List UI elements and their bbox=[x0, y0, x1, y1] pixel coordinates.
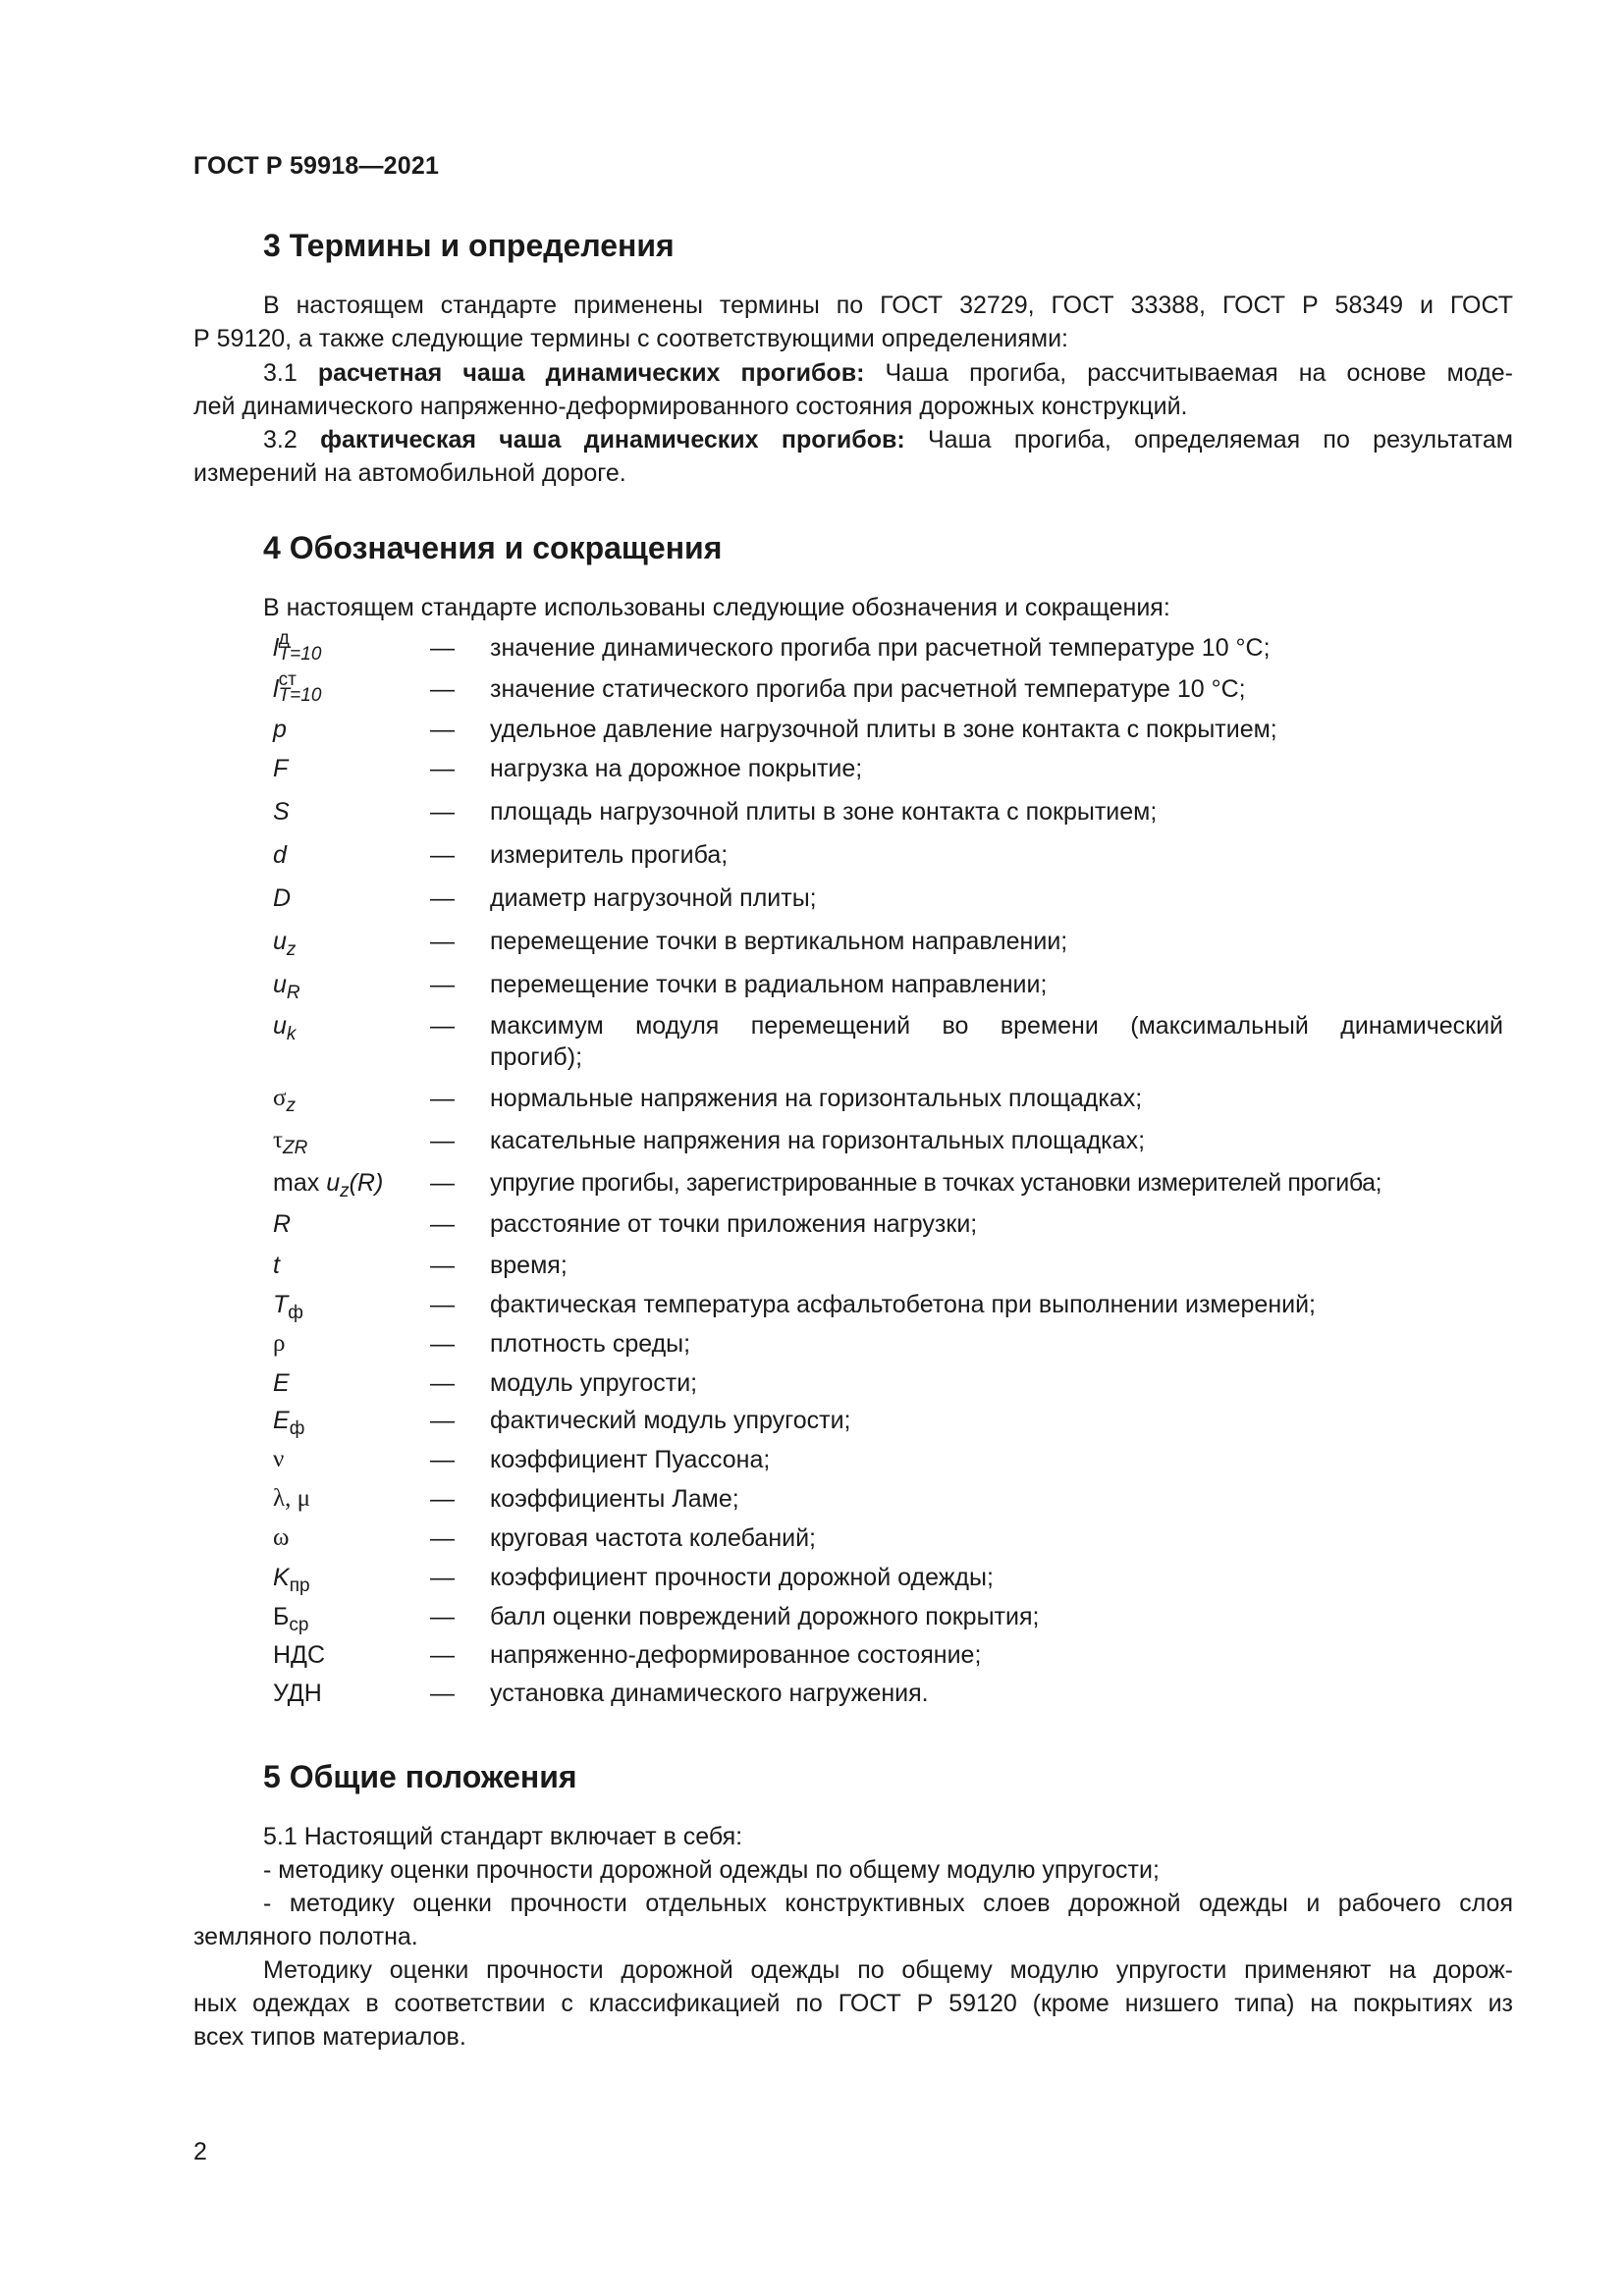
symbol: $K_{пр}$ bbox=[273, 1564, 310, 1596]
dash: — bbox=[430, 928, 455, 955]
section-3-intro-line2: Р 59120, а также следующие термины с соответствующими определениями: bbox=[193, 325, 1068, 352]
dash: — bbox=[430, 1127, 455, 1154]
symbol-description: перемещение точки в вертикальном направлении; bbox=[490, 928, 1068, 955]
dash: — bbox=[430, 1485, 455, 1513]
symbol-row-Bsr bbox=[0, 1600, 1624, 1639]
dash: — bbox=[430, 755, 455, 782]
symbol: ω bbox=[273, 1524, 290, 1551]
symbol-description: расстояние от точки приложения нагрузки; bbox=[490, 1210, 978, 1238]
symbol-description: напряженно-деформированное состояние; bbox=[490, 1641, 982, 1669]
dash: — bbox=[430, 1252, 455, 1279]
document-id-header: ГОСТ Р 59918—2021 bbox=[193, 152, 440, 180]
symbol-row-omega bbox=[0, 1522, 1624, 1561]
symbol: $\max u_z(R)$ bbox=[273, 1169, 384, 1201]
symbol: S bbox=[273, 798, 290, 826]
symbol-description: коэффициент Пуассона; bbox=[490, 1446, 771, 1473]
term-3-1-definition-start: Чаша прогиба, рассчитываемая на основе моде- bbox=[885, 359, 1514, 387]
dash: — bbox=[430, 1407, 455, 1434]
symbol: F bbox=[273, 755, 289, 782]
symbol-row-D bbox=[0, 881, 1624, 921]
symbol-row-Ef bbox=[0, 1404, 1624, 1443]
symbol-row-l-stat bbox=[0, 669, 1624, 712]
dash: — bbox=[430, 971, 455, 998]
symbol-description: фактическая температура асфальтобетона при выполнении измерений; bbox=[490, 1291, 1317, 1318]
section-5-paragraph-2-line3: всех типов материалов. bbox=[193, 2023, 466, 2051]
symbol: УДН bbox=[273, 1680, 322, 1707]
symbol-row-uz bbox=[0, 925, 1624, 964]
symbol: ρ bbox=[273, 1330, 286, 1357]
dash: — bbox=[430, 1330, 455, 1358]
symbol: $u_k$ bbox=[273, 1012, 297, 1044]
dash: — bbox=[430, 1446, 455, 1473]
dash: — bbox=[430, 1169, 455, 1197]
symbol-row-S bbox=[0, 795, 1624, 834]
symbol-description: коэффициенты Ламе; bbox=[490, 1485, 739, 1513]
symbol-row-p bbox=[0, 713, 1624, 752]
symbol-row-R bbox=[0, 1207, 1624, 1247]
dash: — bbox=[430, 1291, 455, 1318]
dash: — bbox=[430, 1564, 455, 1591]
symbol-description: время; bbox=[490, 1252, 568, 1279]
dash: — bbox=[430, 1641, 455, 1669]
term-3-2-definition-start: Чаша прогиба, определяемая по результатам bbox=[928, 426, 1513, 454]
symbol: $u_R$ bbox=[273, 971, 300, 1003]
symbol: $E_ф$ bbox=[273, 1407, 305, 1439]
section-5-list-item-1: - методику оценки прочности дорожной одежды по общему модулю упругости; bbox=[263, 1856, 1160, 1884]
symbol: $Б_{ср}$ bbox=[273, 1603, 309, 1635]
dash: — bbox=[430, 884, 455, 912]
term-3-2-line1 bbox=[263, 423, 1513, 456]
symbol-row-E bbox=[0, 1366, 1624, 1406]
symbol-description: нагрузка на дорожное покрытие; bbox=[490, 755, 863, 782]
symbol: $\sigma_z$ bbox=[273, 1085, 296, 1116]
dash: — bbox=[430, 841, 455, 869]
symbol-row-tau bbox=[0, 1124, 1624, 1163]
dash: — bbox=[430, 798, 455, 826]
dash: — bbox=[430, 716, 455, 743]
page-number: 2 bbox=[193, 2138, 207, 2165]
section-4-intro: В настоящем стандарте использованы следующие обозначения и сокращения: bbox=[263, 594, 1170, 621]
symbol: $u_z$ bbox=[273, 928, 297, 960]
symbol: E bbox=[273, 1369, 290, 1397]
symbol-description: диаметр нагрузочной плиты; bbox=[490, 884, 817, 912]
symbol-row-nu bbox=[0, 1443, 1624, 1482]
dash: — bbox=[430, 1210, 455, 1238]
symbol: D bbox=[273, 884, 292, 912]
symbol: НДС bbox=[273, 1641, 326, 1669]
symbol-description: круговая частота колебаний; bbox=[490, 1524, 817, 1552]
symbol-row-l-dyn bbox=[0, 628, 1624, 670]
term-3-1-name: расчетная чаша динамических прогибов: bbox=[317, 359, 865, 387]
symbol-row-Tf bbox=[0, 1288, 1624, 1327]
symbol-description-line2: прогиб); bbox=[490, 1043, 583, 1071]
dash: — bbox=[430, 1012, 455, 1040]
term-3-2-line2: измерений на автомобильной дороге. bbox=[193, 459, 626, 487]
dash: — bbox=[430, 1369, 455, 1397]
dash: — bbox=[430, 1680, 455, 1707]
symbol-row-rho bbox=[0, 1327, 1624, 1366]
dash: — bbox=[430, 1603, 455, 1630]
symbol-description: значение статического прогиба при расчетной температуре 10 °С; bbox=[490, 675, 1246, 703]
symbol-row-Kpr bbox=[0, 1561, 1624, 1600]
section-5-list-item-2-line1: - методику оценки прочности отдельных конструктивных слоев дорожной одежды и рабочего слоя bbox=[263, 1890, 1513, 1917]
symbol-row-F bbox=[0, 752, 1624, 791]
section-5-list-item-2-line2: земляного полотна. bbox=[193, 1923, 418, 1950]
symbol: l д T=10 bbox=[273, 628, 322, 666]
symbol-description: перемещение точки в радиальном направлении; bbox=[490, 971, 1048, 998]
term-3-1-line2: лей динамического напряженно-деформированного состояния дорожных конструкций. bbox=[193, 393, 1188, 420]
symbol-row-d bbox=[0, 838, 1624, 878]
symbol-description: значение динамического прогиба при расчетной температуре 10 °С; bbox=[490, 634, 1271, 662]
symbol: t bbox=[273, 1252, 280, 1279]
section-5-heading: 5 Общие положения bbox=[263, 1759, 577, 1794]
symbol: $T_ф$ bbox=[273, 1291, 303, 1323]
symbol-row-lame bbox=[0, 1482, 1624, 1522]
symbol-row-uR bbox=[0, 968, 1624, 1007]
symbol-description: балл оценки повреждений дорожного покрытия; bbox=[490, 1603, 1040, 1630]
symbol-description-line1: максимум модуля перемещений во времени (максимальный динамический bbox=[490, 1012, 1503, 1040]
dash: — bbox=[430, 634, 455, 662]
symbol: ν bbox=[273, 1446, 285, 1472]
section-4-heading: 4 Обозначения и сокращения bbox=[263, 530, 723, 565]
symbol-row-nds bbox=[0, 1638, 1624, 1678]
symbol-description: модуль упругости; bbox=[490, 1369, 698, 1397]
symbol-description: измеритель прогиба; bbox=[490, 841, 729, 869]
symbol-row-sigma bbox=[0, 1082, 1624, 1121]
symbol: p bbox=[273, 716, 287, 743]
symbol-row-udn bbox=[0, 1677, 1624, 1716]
section-3-heading: 3 Термины и определения bbox=[263, 228, 675, 263]
symbol-description: площадь нагрузочной плиты в зоне контакта с покрытием; bbox=[490, 798, 1158, 826]
section-5-paragraph-2-line2: ных одеждах в соответствии с классификацией по ГОСТ Р 59120 (кроме низшего типа) на покрытиях из bbox=[193, 1990, 1513, 2017]
term-3-1-line1 bbox=[263, 356, 1513, 390]
symbol-row-uk bbox=[0, 1009, 1624, 1078]
symbol-description: удельное давление нагрузочной плиты в зоне контакта с покрытием; bbox=[490, 716, 1277, 743]
term-3-2-name: фактическая чаша динамических прогибов: bbox=[320, 426, 905, 454]
symbol-description: коэффициент прочности дорожной одежды; bbox=[490, 1564, 994, 1591]
symbol: R bbox=[273, 1210, 292, 1238]
symbol-row-t bbox=[0, 1249, 1624, 1288]
term-3-1-number: 3.1 bbox=[263, 359, 298, 387]
symbol: l ст T=10 bbox=[273, 669, 322, 707]
dash: — bbox=[430, 1524, 455, 1552]
symbol-description: плотность среды; bbox=[490, 1330, 691, 1358]
section-5-paragraph-2-line1: Методику оценки прочности дорожной одежды по общему модулю упругости применяют на дорож- bbox=[263, 1956, 1513, 1984]
symbol-row-max-uz bbox=[0, 1166, 1624, 1205]
dash: — bbox=[430, 1085, 455, 1112]
symbol: d bbox=[273, 841, 287, 869]
symbol-description: нормальные напряжения на горизонтальных площадках; bbox=[490, 1085, 1143, 1112]
symbol-description: касательные напряжения на горизонтальных площадках; bbox=[490, 1127, 1146, 1154]
term-3-2-number: 3.2 bbox=[263, 426, 298, 454]
symbol: λ, μ bbox=[273, 1485, 311, 1512]
symbol-description: фактический модуль упругости; bbox=[490, 1407, 851, 1434]
symbol-description: установка динамического нагружения. bbox=[490, 1680, 929, 1707]
dash: — bbox=[430, 675, 455, 703]
symbol: $\tau_{ZR}$ bbox=[273, 1127, 308, 1158]
section-3-intro-line1: В настоящем стандарте применены термины по ГОСТ 32729, ГОСТ 33388, ГОСТ Р 58349 и ГОСТ bbox=[263, 292, 1513, 319]
section-5-paragraph-5-1: 5.1 Настоящий стандарт включает в себя: bbox=[263, 1823, 743, 1850]
symbol-description: упругие прогибы, зарегистрированные в точках установки измерителей прогиба; bbox=[490, 1169, 1382, 1197]
